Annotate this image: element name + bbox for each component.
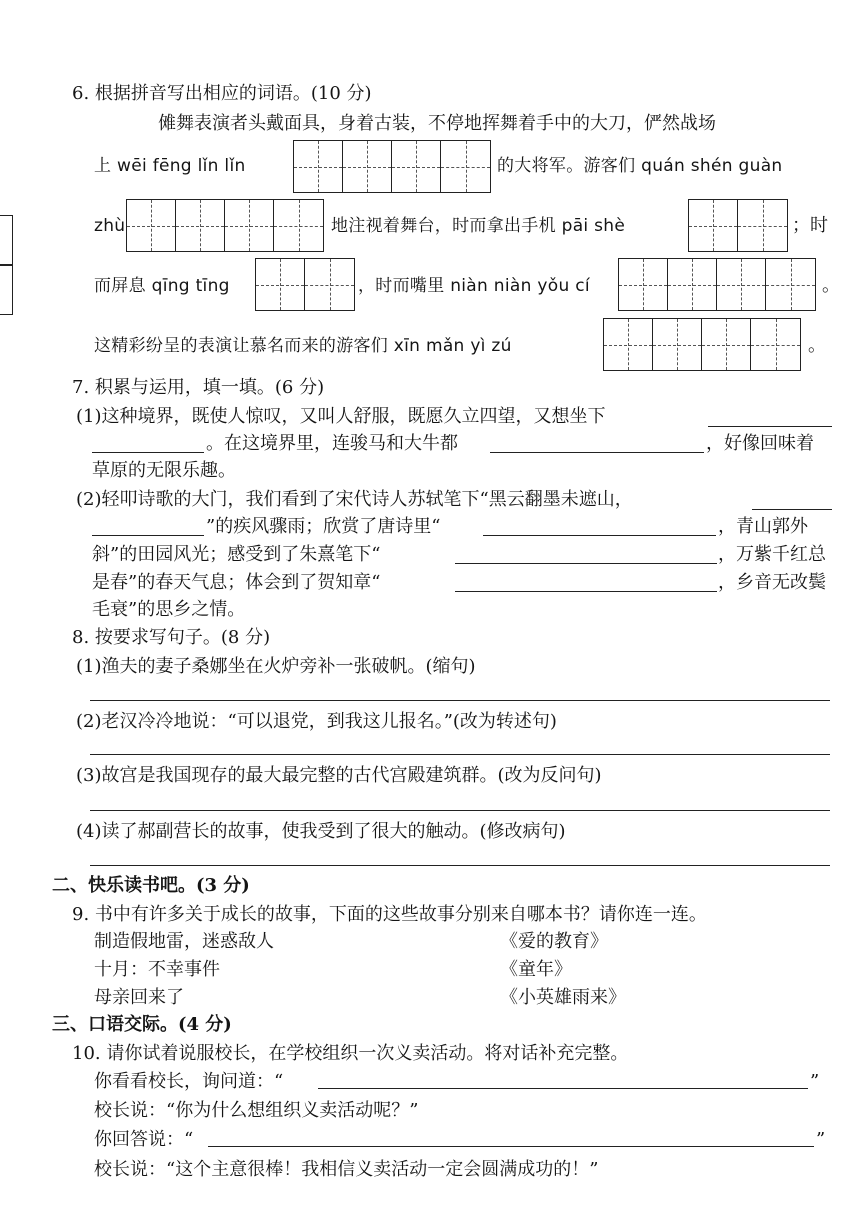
q7-p2-line-1: (2)轻叩诗歌的大门，我们看到了宋代诗人苏轼笔下“黑云翻墨未遮山， (76, 489, 633, 510)
answer-grid-niannianyouci[interactable] (618, 258, 816, 311)
q7-blank-4[interactable] (483, 535, 716, 536)
q7-p2-line-4b: ，乡音无改鬓 (718, 572, 826, 593)
dialogue-1-end: ” (810, 1071, 820, 1092)
dialogue-answer-line-2[interactable] (208, 1146, 814, 1147)
book-item-2[interactable]: 《童年》 (500, 959, 572, 980)
q8-item-2: (2)老汉冷冷地说：“可以退党，到我这儿报名。”(改为转述句) (76, 711, 557, 732)
dialogue-answer-line-1[interactable] (318, 1088, 808, 1089)
q8-answer-line-2[interactable] (90, 754, 830, 755)
dialogue-1-start: 你看看校长，询问道：“ (94, 1071, 284, 1092)
book-item-1[interactable]: 《爱的教育》 (500, 931, 608, 952)
dialogue-2: 校长说：“你为什么想组织义卖活动呢？” (94, 1100, 419, 1121)
story-item-1[interactable]: 制造假地雷，迷惑敌人 (94, 931, 274, 952)
q8-title: 8. 按要求写句子。(8 分) (72, 627, 271, 648)
q6-title: 6. 根据拼音写出相应的词语。(10 分) (72, 83, 372, 104)
q8-answer-line-1[interactable] (90, 700, 830, 701)
q7-p2-line-3b: ，万紫千红总 (718, 544, 826, 565)
q6-line-5-end: 。 (808, 335, 826, 356)
q7-blank-3b[interactable] (92, 535, 204, 536)
answer-grid-quanshenguanzhu[interactable] (126, 199, 324, 252)
q7-p1-line-2a: 。在这境界里，连骏马和大牛都 (206, 433, 458, 454)
q10-prompt: 10. 请你试着说服校长，在学校组织一次义卖活动。将对话补充完整。 (72, 1043, 629, 1064)
q6-line-4-mid: ，时而嘴里 niàn niàn yǒu cí (358, 276, 590, 296)
book-item-3[interactable]: 《小英雄雨来》 (500, 987, 626, 1008)
binding-mark-top (0, 215, 13, 265)
q7-p1-line-2b: ，好像回味着 (706, 433, 814, 454)
q7-blank-2[interactable] (490, 452, 704, 453)
q7-p2-line-5: 毛衰”的思乡之情。 (92, 599, 246, 620)
q9-prompt: 9. 书中有许多关于成长的故事，下面的这些故事分别来自哪本书？请你连一连。 (72, 904, 707, 925)
section-2-title: 二、快乐读书吧。(3 分) (52, 875, 250, 896)
q6-line-4-end: 。 (822, 275, 840, 296)
q7-blank-1b[interactable] (92, 452, 204, 453)
q7-blank-3[interactable] (752, 509, 832, 510)
q8-answer-line-4[interactable] (90, 865, 830, 866)
q7-blank-6[interactable] (455, 591, 717, 592)
q7-blank-5[interactable] (455, 563, 717, 564)
q8-answer-line-3[interactable] (90, 810, 830, 811)
q6-line-3-mid: 地注视着舞台，时而拿出手机 pāi shè (331, 216, 626, 236)
story-item-3[interactable]: 母亲回来了 (94, 987, 184, 1008)
q7-blank-1[interactable] (708, 426, 832, 427)
dialogue-3-end: ” (816, 1129, 826, 1150)
binding-mark-bottom (0, 265, 13, 315)
q6-line-3-start: zhù (94, 216, 126, 236)
q8-item-4: (4)读了郝副营长的故事，使我受到了很大的触动。(修改病句) (76, 821, 566, 842)
answer-grid-weifenglinlin[interactable] (293, 140, 491, 193)
q6-line-2-start: 上 wēi fēng lǐn lǐn (94, 156, 246, 176)
q7-title: 7. 积累与运用，填一填。(6 分) (72, 377, 325, 398)
q6-line-4-start: 而屏息 qīng tīng (94, 276, 230, 296)
dialogue-3-start: 你回答说：“ (94, 1129, 194, 1150)
q7-p2-line-3a: 斜”的田园风光；感受到了朱熹笔下“ (92, 544, 381, 565)
q6-line-2-end: 的大将军。游客们 quán shén guàn (497, 156, 783, 176)
q7-p1-line-1: (1)这种境界，既使人惊叹，又叫人舒服，既愿久立四望，又想坐下 (76, 406, 606, 427)
q6-line-5-start: 这精彩纷呈的表演让慕名而来的游客们 xīn mǎn yì zú (94, 336, 512, 356)
answer-grid-xinmanyizu[interactable] (603, 318, 801, 371)
q8-item-1: (1)渔夫的妻子桑娜坐在火炉旁补一张破帆。(缩句) (76, 656, 476, 677)
answer-grid-qingting[interactable] (255, 258, 355, 311)
q7-p2-line-2a: ”的疾风骤雨；欣赏了唐诗里“ (206, 516, 441, 537)
answer-grid-paishe[interactable] (688, 199, 788, 252)
q8-item-3: (3)故宫是我国现存的最大最完整的古代宫殿建筑群。(改为反问句) (76, 765, 602, 786)
q7-p2-line-2b: ，青山郭外 (718, 516, 808, 537)
section-3-title: 三、口语交际。(4 分) (52, 1014, 232, 1035)
dialogue-4: 校长说：“这个主意很棒！我相信义卖活动一定会圆满成功的！” (94, 1159, 599, 1180)
q6-line-3-end: ；时 (792, 215, 828, 236)
q6-line-1: 傩舞表演者头戴面具，身着古装，不停地挥舞着手中的大刀，俨然战场 (158, 113, 716, 134)
story-item-2[interactable]: 十月：不幸事件 (94, 959, 220, 980)
q7-p2-line-4a: 是春”的春天气息；体会到了贺知章“ (92, 572, 381, 593)
q7-p1-line-3: 草原的无限乐趣。 (92, 460, 236, 481)
